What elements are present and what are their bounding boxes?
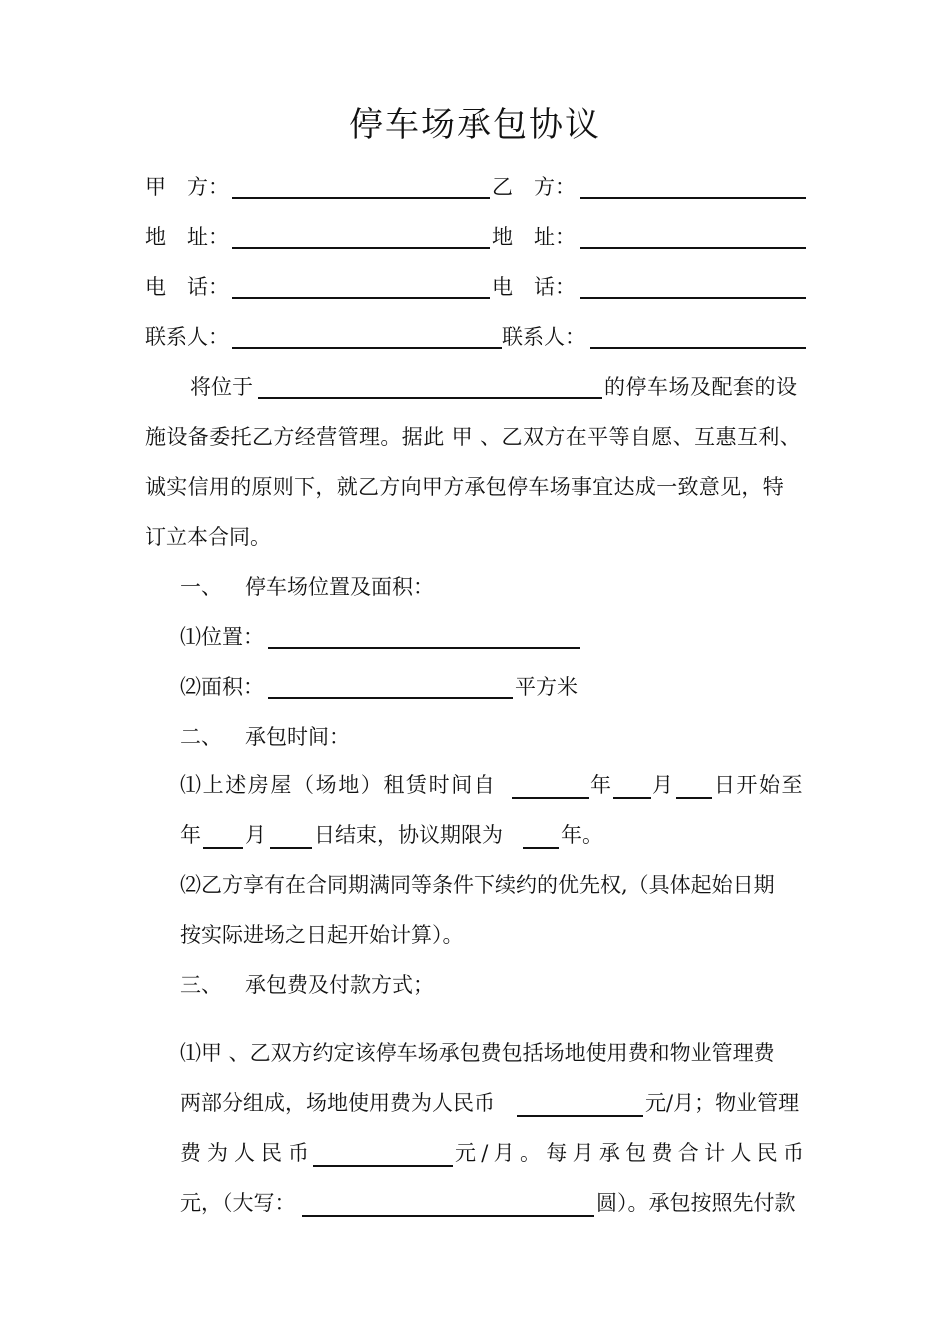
section1-heading: 停车场位置及面积： <box>245 575 434 599</box>
end-day-text: 日结束，协议期限为 <box>314 823 503 847</box>
fee-line-4-start: 元，（大写： <box>180 1191 296 1215</box>
renewal-priority-line1: ⑵乙方享有在合同期满同等条件下续约的优先权,（具体起始日期 <box>180 873 775 897</box>
amount-in-words-field[interactable] <box>302 1215 594 1217</box>
start-day-field[interactable] <box>676 797 712 799</box>
end-month-unit: 月 <box>245 823 266 847</box>
phone-a-field[interactable] <box>232 297 490 299</box>
contact-b-label: 联系人： <box>502 325 586 349</box>
contact-b-field[interactable] <box>590 347 806 349</box>
intro-line-2: 施设备委托乙方经营管理。据此 甲 、乙双方在平等自愿、互惠互利、 <box>145 425 802 449</box>
end-year-field[interactable] <box>203 847 243 849</box>
area-unit: 平方米 <box>515 675 578 699</box>
intro-start: 将位于 <box>190 375 253 399</box>
location-field[interactable] <box>268 647 580 649</box>
contact-a-field[interactable] <box>232 347 502 349</box>
address-b-label: 地 址： <box>492 225 576 249</box>
address-b-field[interactable] <box>580 247 806 249</box>
party-a-label: 甲 方： <box>145 175 229 199</box>
section1-number: 一、 <box>180 575 222 599</box>
section3-heading: 承包费及付款方式； <box>245 973 434 997</box>
renewal-priority-line2: 按实际进场之日起开始计算）。 <box>180 923 464 947</box>
section2-number: 二、 <box>180 725 222 749</box>
fee-line-4-end: 圆）。承包按照先付款 <box>596 1191 796 1215</box>
fee-line-2-start: 两部分组成，场地使用费为人民币 <box>180 1091 495 1115</box>
start-month-field[interactable] <box>613 797 651 799</box>
area-label: ⑵面积： <box>180 675 264 699</box>
section2-heading: 承包时间： <box>245 725 350 749</box>
fee-line-1: ⑴甲 、乙双方约定该停车场承包费包括场地使用费和物业管理费 <box>180 1041 775 1065</box>
start-day-unit: 日开始至 <box>714 773 804 797</box>
fee-line-3-start: 费为人民币 <box>180 1141 315 1165</box>
end-year-unit: 年 <box>180 823 201 847</box>
term-years-unit: 年。 <box>561 823 603 847</box>
location-label: ⑴位置： <box>180 625 264 649</box>
address-a-field[interactable] <box>232 247 490 249</box>
intro-line-4: 订立本合同。 <box>145 525 271 549</box>
term-years-field[interactable] <box>523 847 559 849</box>
intro-line-3: 诚实信用的原则下，就乙方向甲方承包停车场事宜达成一致意见，特 <box>145 475 784 499</box>
area-field[interactable] <box>268 697 513 699</box>
party-b-label: 乙 方： <box>492 175 576 199</box>
phone-b-field[interactable] <box>580 297 806 299</box>
section3-number: 三、 <box>180 973 222 997</box>
address-a-label: 地 址： <box>145 225 229 249</box>
party-a-field[interactable] <box>232 197 490 199</box>
intro-end: 的停车场及配套的设 <box>604 375 798 399</box>
start-year-unit: 年 <box>590 773 611 797</box>
management-fee-field[interactable] <box>313 1165 453 1167</box>
party-b-field[interactable] <box>580 197 806 199</box>
start-year-field[interactable] <box>512 797 589 799</box>
contact-a-label: 联系人： <box>145 325 229 349</box>
fee-line-2-end: 元/月；物业管理 <box>645 1091 800 1115</box>
end-month-field[interactable] <box>270 847 312 849</box>
fee-line-3-end: 元/月。每月承包费合计人民币 <box>455 1141 810 1165</box>
parking-location-field[interactable] <box>258 397 602 399</box>
phone-a-label: 电 话： <box>145 275 229 299</box>
document-title: 停车场承包协议 <box>349 105 601 145</box>
site-fee-field[interactable] <box>517 1115 643 1117</box>
phone-b-label: 电 话： <box>492 275 576 299</box>
lease-period-start-text: ⑴上述房屋（场地）租赁时间自 <box>180 773 497 797</box>
start-month-unit: 月 <box>652 773 673 797</box>
